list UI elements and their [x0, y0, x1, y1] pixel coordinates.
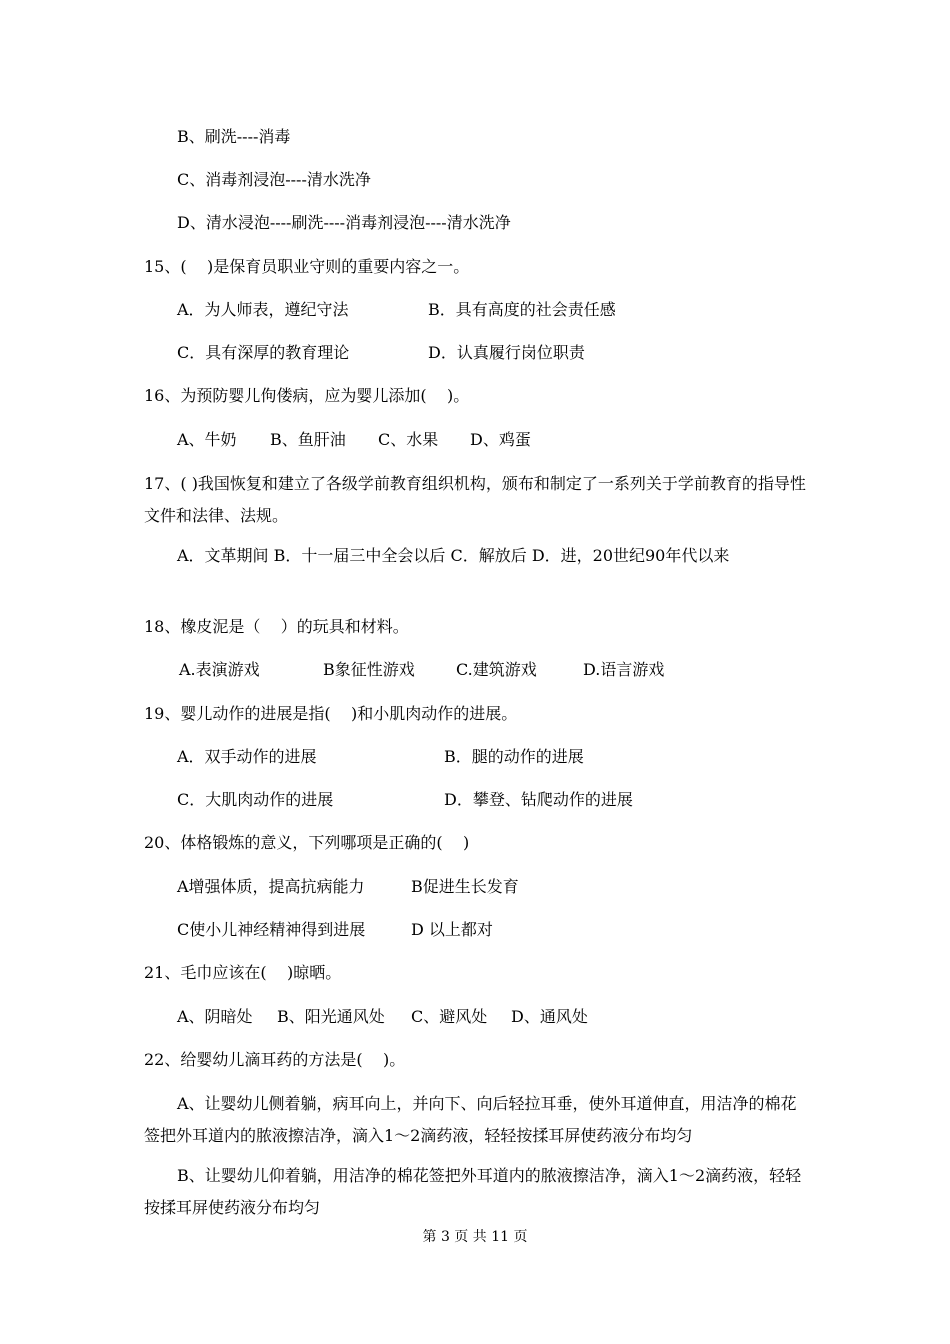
q17-stem: 17、( )我国恢复和建立了各级学前教育组织机构，颁布和制定了一系列关于学前教育的指导性文件和法律、法规。: [144, 474, 806, 525]
q18-option-a: A.表演游戏: [179, 660, 260, 679]
q22-stem: 22、给婴幼儿滴耳药的方法是( )。: [144, 1050, 406, 1069]
q20-option-a: A增强体质，提高抗病能力: [177, 877, 365, 896]
q16-option-b: B、鱼肝油: [270, 430, 346, 449]
q15-option-c: C．具有深厚的教育理论: [177, 343, 350, 362]
q15-option-a: A．为人师表，遵纪守法: [177, 300, 349, 319]
q18-option-d: D.语言游戏: [583, 660, 665, 679]
q22-option-b: B、让婴幼儿仰着躺，用洁净的棉花签把外耳道内的脓液擦洁净，滴入1～2滴药液，轻轻按揉耳屏使药液分布均匀: [144, 1166, 802, 1217]
q18-stem: 18、橡皮泥是（ ）的玩具和材料。: [144, 617, 409, 636]
q15-option-d: D．认真履行岗位职责: [428, 343, 585, 362]
q16-option-c: C、水果: [378, 430, 439, 449]
page-number-footer: 第 3 页 共 11 页: [422, 1229, 528, 1245]
q21-option-d: D、通风处: [511, 1007, 588, 1026]
q19-option-d: D．攀登、钻爬动作的进展: [444, 790, 633, 809]
q15-stem: 15、( )是保育员职业守则的重要内容之一。: [144, 257, 470, 276]
q20-option-b: B促进生长发育: [411, 877, 519, 896]
q17-options: A．文革期间 B．十一届三中全会以后 C．解放后 D．进，20世纪90年代以来: [177, 546, 730, 565]
q16-option-a: A、牛奶: [177, 430, 237, 449]
q18-option-b: B象征性游戏: [323, 660, 415, 679]
q19-stem: 19、婴儿动作的进展是指( )和小肌肉动作的进展。: [144, 704, 518, 723]
q19-option-a: A．双手动作的进展: [177, 747, 317, 766]
q21-option-a: A、阴暗处: [177, 1007, 253, 1026]
q18-option-c: C.建筑游戏: [456, 660, 537, 679]
q19-option-b: B．腿的动作的进展: [444, 747, 584, 766]
q20-stem: 20、体格锻炼的意义，下列哪项是正确的( ): [144, 833, 470, 852]
q22-option-a: A、让婴幼儿侧着躺，病耳向上，并向下、向后轻拉耳垂，使外耳道伸直，用洁净的棉花签把外耳道内的脓液擦洁净，滴入1～2滴药液，轻轻按揉耳屏使药液分布均匀: [144, 1094, 797, 1145]
q16-option-d: D、鸡蛋: [470, 430, 531, 449]
q14-option-b: B、刷洗----消毒: [177, 127, 291, 146]
q21-option-c: C、避风处: [411, 1007, 488, 1026]
q20-option-d: D 以上都对: [411, 920, 493, 939]
q14-option-c: C、消毒剂浸泡----清水洗净: [177, 170, 371, 189]
q20-option-c: C使小儿神经精神得到进展: [177, 920, 366, 939]
q21-option-b: B、阳光通风处: [277, 1007, 385, 1026]
q19-option-c: C．大肌肉动作的进展: [177, 790, 334, 809]
q21-stem: 21、毛巾应该在( )晾晒。: [144, 963, 342, 982]
q14-option-d: D、清水浸泡----刷洗----消毒剂浸泡----清水洗净: [177, 213, 511, 232]
q15-option-b: B．具有高度的社会责任感: [428, 300, 616, 319]
q16-stem: 16、为预防婴儿佝偻病，应为婴儿添加( )。: [144, 386, 470, 405]
